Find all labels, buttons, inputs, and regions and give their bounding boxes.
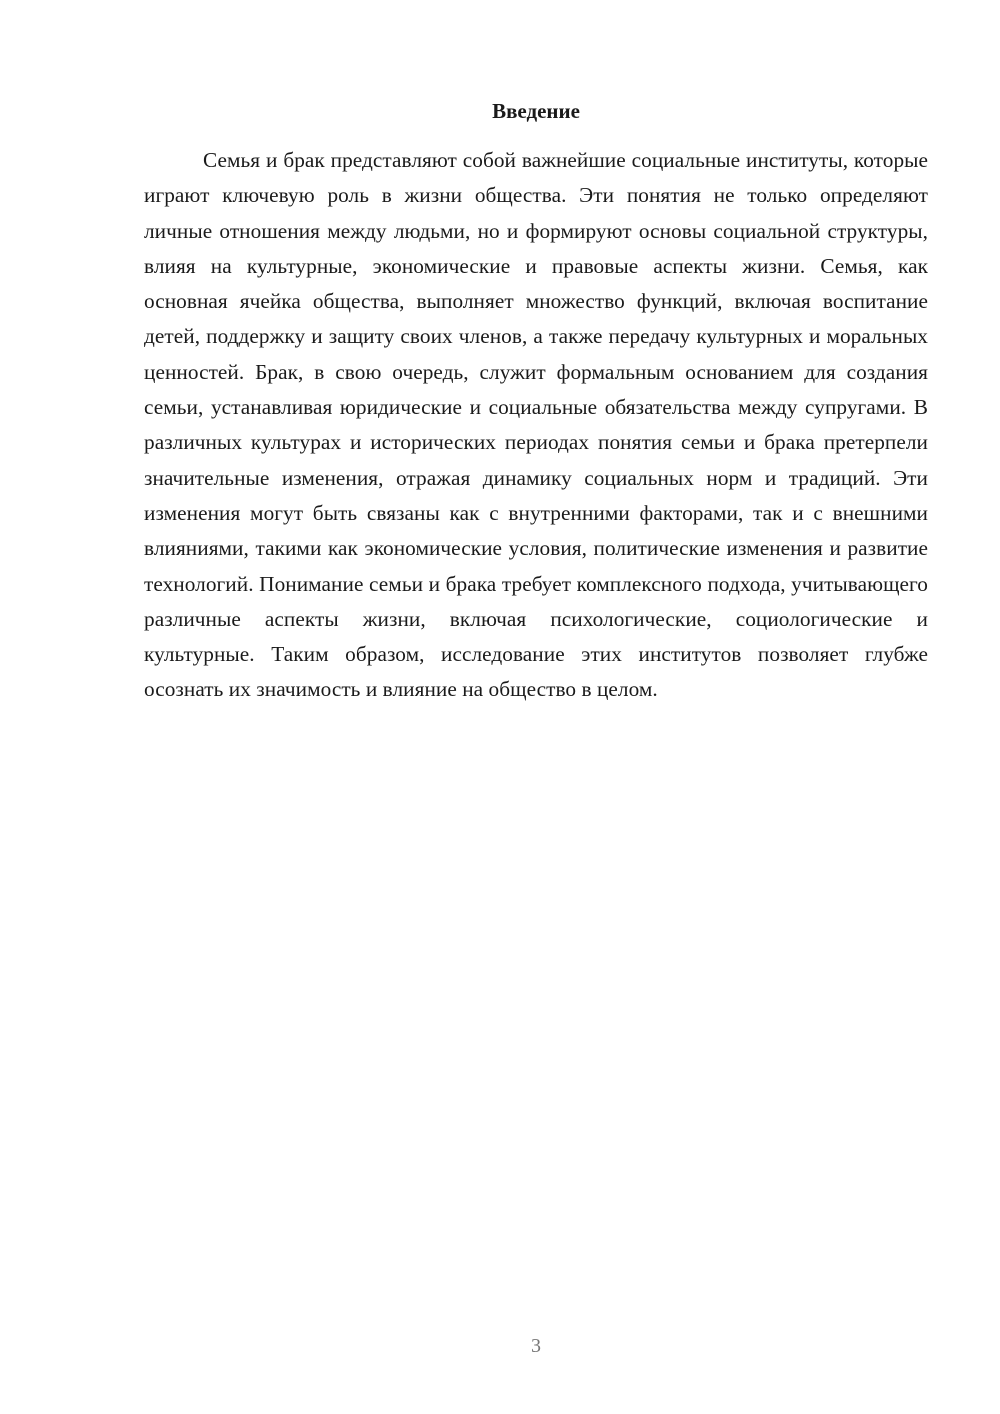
body-paragraph: Семья и брак представляют собой важнейшие социальные институты, которые играют ключевую роль в жизни общества. Эти понятия не только определяют личные отношения между людьми, но и формируют основы социальной структуры, влияя на культурные, экономические и правовые аспекты жизни. Семья, как основная ячейка общества, выполняет множество функций, включая воспитание детей, поддержку и защиту своих членов, а также передачу культурных и моральных ценностей. Брак, в свою очередь, служит формальным основанием для создания семьи, устанавливая юридические и социальные обязательства между супругами. В различных культурах и исторических периодах понятия семьи и брака претерпели значительные изменения, отражая динамику социальных норм и традиций. Эти изменения могут быть связаны как с внутренними факторами, так и с внешними влияниями, такими как экономические условия, политические изменения и развитие технологий. Понимание семьи и брака требует комплексного подхода, учитывающего различные аспекты жизни, включая психологические, социологические и культурные. Таким образом, исследование этих институтов позволяет глубже осознать их значимость и влияние на общество в целом. (144, 148, 928, 702)
page-number: 3 (531, 1335, 541, 1357)
page-title: Введение (492, 99, 580, 123)
